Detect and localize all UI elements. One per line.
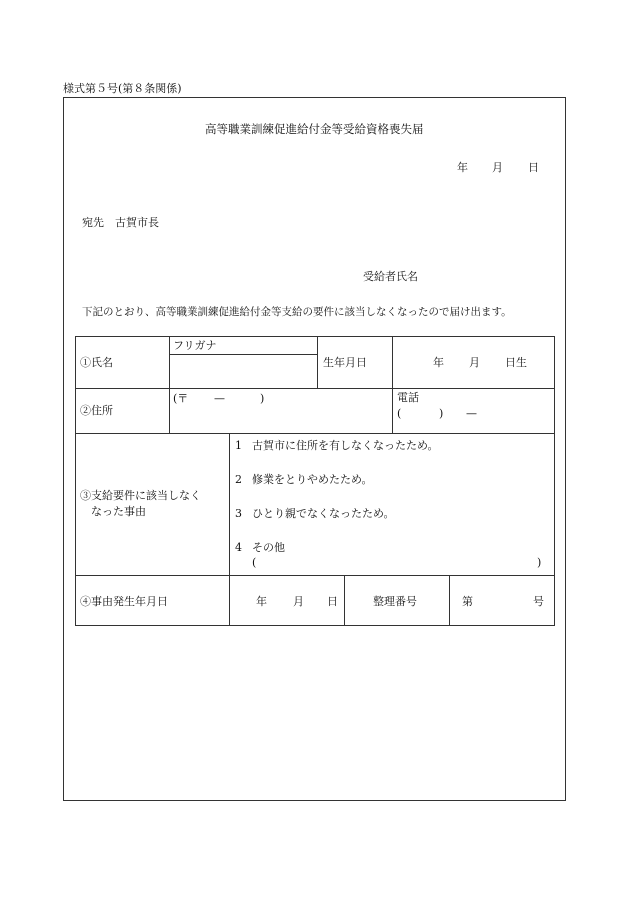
col-line-dob-value	[392, 337, 393, 388]
other-close: )	[537, 556, 542, 569]
form-title: 高等職業訓練促進給付金等受給資格喪失届	[205, 122, 424, 136]
dob-year: 年	[433, 356, 444, 369]
reason-1-text: 古賀市に住所を有しなくなったため。	[252, 439, 439, 452]
phone-label: 電話	[397, 391, 419, 404]
date-year: 年	[457, 161, 468, 174]
date-day: 日	[528, 161, 539, 174]
reason-4-num: 4	[235, 541, 242, 554]
reason-1-num: 1	[235, 439, 242, 452]
row-line-2	[76, 433, 554, 434]
reason-2-text: 修業をとりやめたため。	[252, 473, 373, 486]
ref-no-prefix: 第	[462, 595, 473, 608]
recipient-name-label: 受給者氏名	[363, 270, 418, 283]
event-day: 日	[327, 595, 338, 608]
reason-3-num: 3	[235, 507, 242, 520]
ref-no-suffix: 号	[533, 595, 544, 608]
dob-month: 月	[469, 356, 480, 369]
dob-label: 生年月日	[323, 356, 367, 369]
col-line-phone	[392, 388, 393, 433]
ref-no-label: 整理番号	[373, 595, 417, 608]
row-line-3	[76, 575, 554, 576]
statement: 下記のとおり、高等職業訓練促進給付金等支給の要件に該当しなくなったので届け出ます。	[82, 306, 512, 318]
address-label: ②住所	[80, 404, 113, 417]
addressee: 宛先 古賀市長	[82, 216, 159, 229]
postal-open: (〒	[173, 392, 189, 405]
reason-label-line2: なった事由	[91, 505, 146, 518]
col-line-dob-label	[317, 337, 318, 388]
other-open: (	[252, 556, 257, 569]
postal-dash: —	[214, 392, 225, 405]
event-date-label: ④事由発生年月日	[80, 595, 168, 608]
phone-dash: —	[466, 407, 477, 420]
event-year: 年	[256, 595, 267, 608]
reason-4-text: その他	[252, 541, 285, 554]
postal-close: )	[260, 392, 265, 405]
furigana-line	[169, 354, 317, 355]
reason-label-line1: ③支給要件に該当しなく	[80, 489, 201, 502]
phone-close: )	[439, 407, 444, 420]
reason-3-text: ひとり親でなくなったため。	[252, 507, 395, 520]
phone-open: (	[397, 407, 402, 420]
furigana-label: フリガナ	[173, 339, 217, 352]
form-label: 様式第５号(第８条関係)	[63, 82, 182, 95]
row-line-1	[76, 388, 554, 389]
date-month: 月	[492, 161, 503, 174]
reason-2-num: 2	[235, 473, 242, 486]
dob-day: 日生	[505, 356, 527, 369]
name-label: ①氏名	[80, 356, 113, 369]
col-line-ref-label	[344, 575, 345, 625]
col-line-ref-value	[449, 575, 450, 625]
col-line-name	[169, 337, 170, 433]
event-month: 月	[293, 595, 304, 608]
col-line-reason	[229, 433, 230, 625]
